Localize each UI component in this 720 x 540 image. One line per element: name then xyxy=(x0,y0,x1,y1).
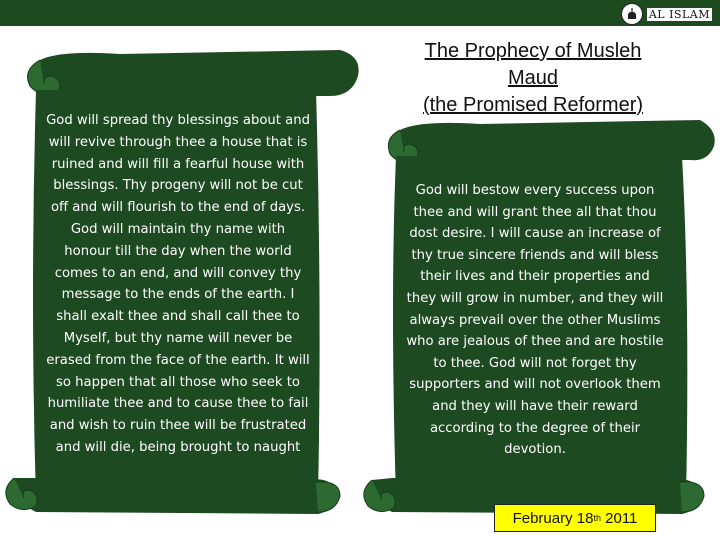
title-line-3: (the Promised Reformer) xyxy=(422,94,644,116)
date-month-day: February 18 xyxy=(512,509,594,527)
date-badge xyxy=(494,504,656,532)
title-line-2: Maud xyxy=(507,67,559,89)
right-scroll-text: God will bestow every success upon thee and will grant thee all that thou dost desire. I will cause an increase of thy true sincere friends and will bless their lives and their properties and they will grow in number, and they will always prevail over the other Muslims who are jealous of thee and are hostile to thee. God will not forget thy supporters and will not overlook them and they will have their reward according to the degree of their devotion. xyxy=(406,183,664,458)
title-line-1: The Prophecy of Musleh xyxy=(424,40,642,62)
date-year: 2011 xyxy=(605,509,638,527)
page-title xyxy=(378,38,688,119)
logo-text: AL ISLAM xyxy=(648,7,710,21)
date-suffix: th xyxy=(593,513,601,523)
left-scroll-text: God will spread thy blessings about and will revive through thee a house that is ruined and will fill a fearful house with blessings. Thy progeny will not be cut off and will flourish to the end of days. God will maintain thy name with honour till the day when the world comes to an end, and will convey thy message to the ends of the earth. I shall exalt thee and shall call thee to Myself, but thy name will never be erased from the face of the earth. It will so happen that all those who seek to humiliate thee and to cause thee to fail and wish to ruin thee will be frustrated and will die, being brought to naught xyxy=(46,113,310,455)
